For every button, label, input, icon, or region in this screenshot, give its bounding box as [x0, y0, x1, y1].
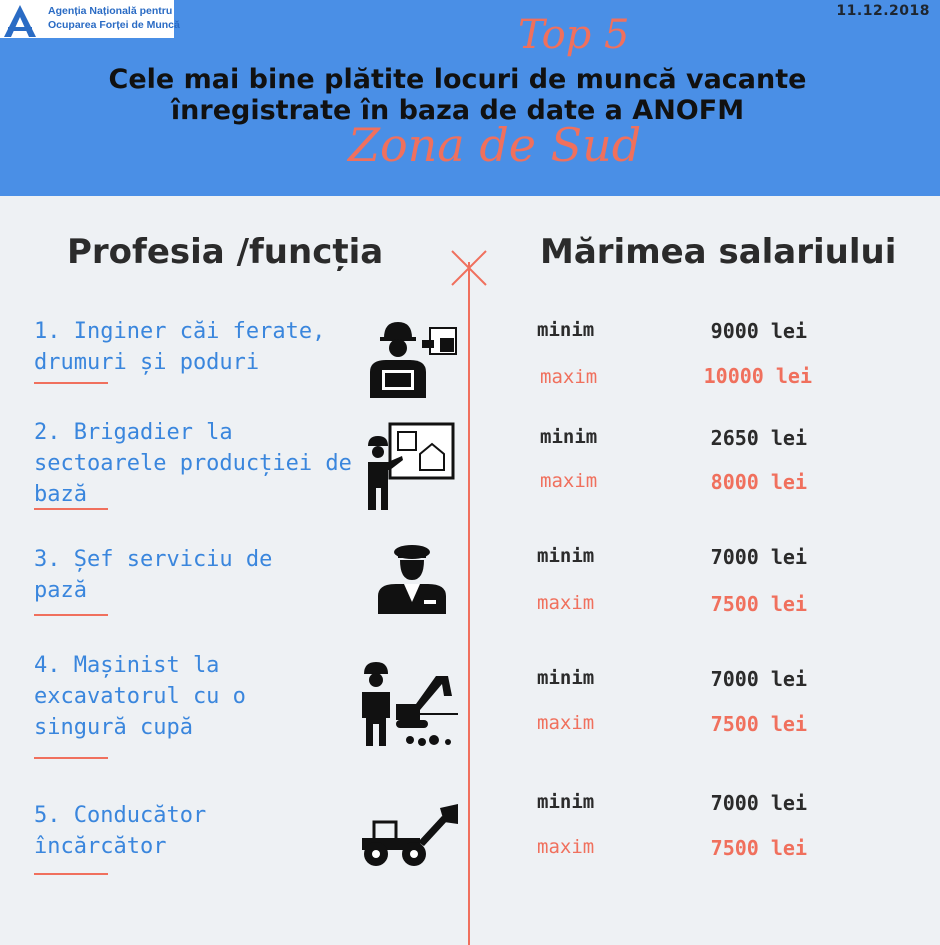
logo-line-1: Agenția Națională pentru [48, 5, 173, 17]
job-underline [34, 508, 108, 510]
salary-min-value: 2650 lei [710, 426, 807, 450]
engineer-icon [366, 318, 460, 398]
column-divider [468, 262, 470, 945]
job-title-2: 2. Brigadier la sectoarele producției de bază [34, 420, 352, 507]
loader-icon [358, 802, 462, 868]
logo-line-2: Ocuparea Forței de Muncă [48, 19, 180, 31]
salary-max-label: maxim [537, 592, 595, 614]
salary-max-value: 7500 lei [710, 836, 807, 860]
job-underline [34, 382, 108, 384]
salary-min-label: minim [537, 319, 595, 341]
salary-max-value: 10000 lei [703, 364, 812, 388]
salary-min-label: minim [537, 667, 595, 689]
salary-min-label: minim [540, 426, 598, 448]
zone-label: Zona de Sud [348, 118, 642, 172]
salary-max-value: 8000 lei [710, 470, 807, 494]
top5-label: Top 5 [518, 12, 630, 58]
salary-max-label: maxim [537, 712, 595, 734]
job-title-1: 1. Inginer căi ferate, drumuri și poduri [34, 319, 326, 375]
salary-max-value: 7500 lei [710, 592, 807, 616]
salary-max-label: maxim [540, 470, 598, 492]
title-line-2: înregistrate în baza de date a ANOFM [170, 95, 745, 126]
column-header-salary: Mărimea salariului [540, 232, 897, 272]
date-label: 11.12.2018 [836, 3, 930, 19]
salary-max-label: maxim [537, 836, 595, 858]
column-header-profession: Profesia /funcția [67, 232, 384, 272]
salary-min-label: minim [537, 791, 595, 813]
title-line-1: Cele mai bine plătite locuri de muncă vacante [108, 64, 807, 95]
header-banner [0, 0, 940, 196]
job-title-5: 5. Conducător încărcător [34, 803, 207, 859]
salary-min-value: 9000 lei [710, 319, 807, 343]
job-underline [34, 873, 108, 875]
salary-min-label: minim [537, 545, 595, 567]
job-title-3: 3. Șef serviciu de pază [34, 547, 273, 603]
job-underline [34, 614, 108, 616]
anofm-logo [0, 0, 180, 38]
anofm-logo-icon [2, 3, 38, 37]
salary-max-label: maxim [540, 366, 598, 388]
foreman-blueprint-icon [362, 422, 456, 512]
salary-min-value: 7000 lei [710, 791, 807, 815]
job-underline [34, 757, 108, 759]
excavator-operator-icon [360, 660, 460, 748]
salary-max-value: 7500 lei [710, 712, 807, 736]
salary-min-value: 7000 lei [710, 667, 807, 691]
security-guard-icon [376, 544, 448, 614]
job-title-4: 4. Mașinist la excavatorul cu o singură cupă [34, 653, 246, 740]
salary-min-value: 7000 lei [710, 545, 807, 569]
